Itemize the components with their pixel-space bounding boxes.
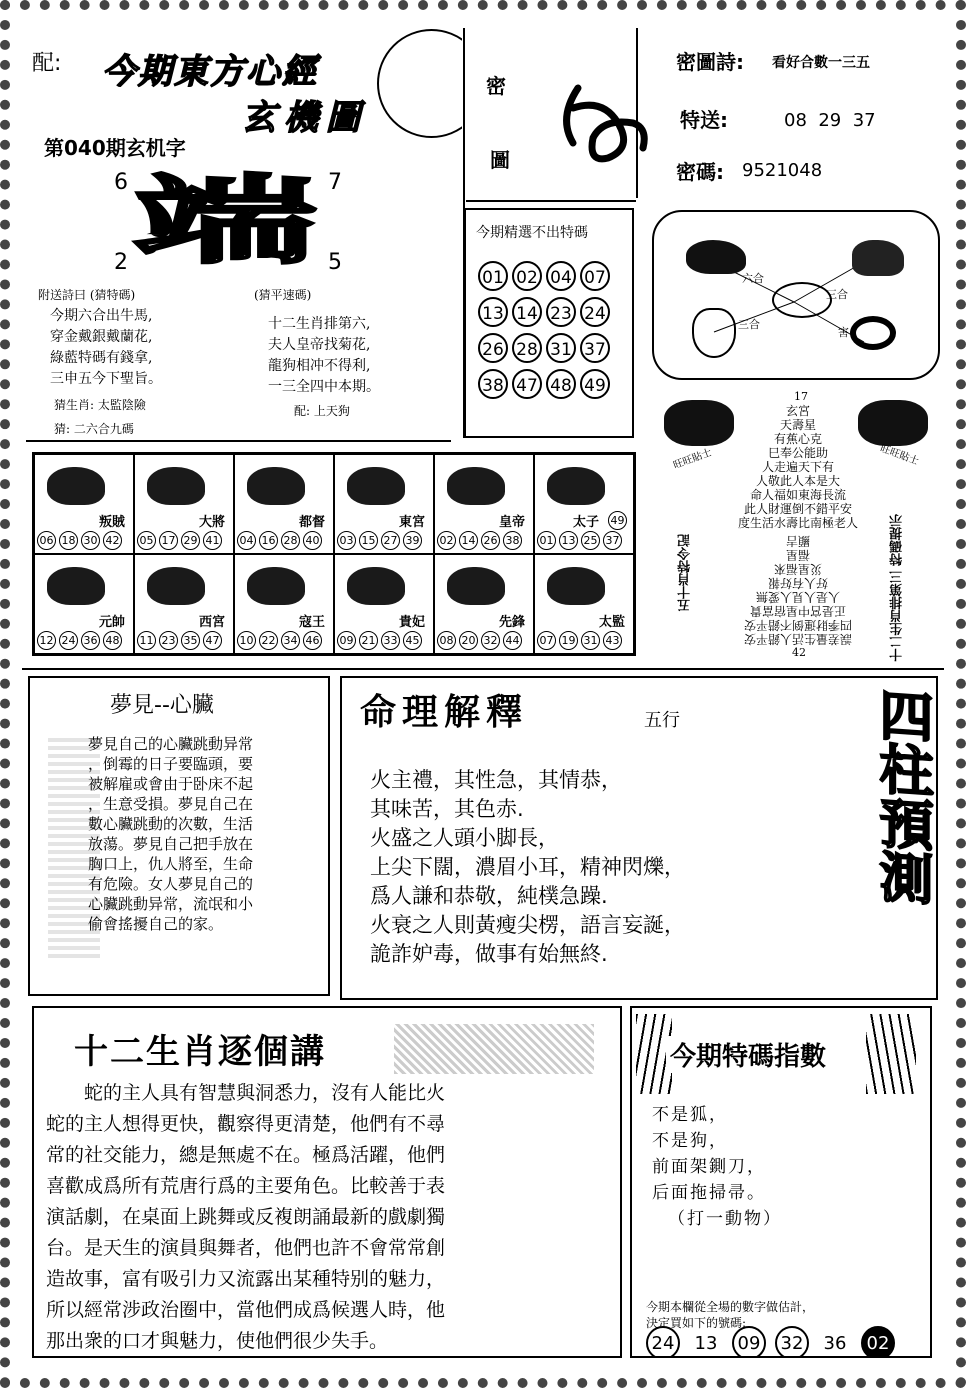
smudge-decoration	[394, 1024, 594, 1074]
picks-grid	[476, 258, 634, 402]
riddle-line: 后面拖掃帚。	[652, 1183, 766, 1203]
zodiac-animal-icon	[347, 567, 405, 605]
zodiac-numbers	[237, 629, 325, 650]
zodiac-number: 45	[403, 631, 422, 650]
talk-line: 造故事，富有吸引力又流露出某種特别的魅力，	[46, 1268, 446, 1290]
divider	[22, 668, 944, 670]
zodiac-cell	[234, 454, 334, 554]
destiny-line: 火衰之人則黃瘦尖楞，語言妄誕，	[370, 913, 685, 937]
zodiac-number: 13	[559, 531, 578, 550]
heart-line: 有蕉心克	[773, 432, 822, 446]
zodiac-animal-icon	[447, 467, 505, 505]
zodiac-numbers	[137, 629, 225, 650]
zodiac-number: 12	[37, 631, 56, 650]
index-panel	[630, 1006, 932, 1358]
heart-left-tag: 旺旺貼士	[672, 447, 714, 472]
zodiac-number: 06	[37, 531, 56, 550]
zodiac-number: 34	[281, 631, 300, 650]
relation-hai: 害	[838, 326, 849, 339]
secret-poem-text: 看好合數一三五	[772, 55, 870, 71]
poem-left-guess-nums: 猜: 二六合九碼	[54, 422, 134, 436]
destiny-line: 上尖下闊，濃眉小耳，精神閃爍，	[370, 855, 685, 879]
destiny-subtitle: 五行	[644, 710, 680, 731]
heart-lines	[692, 404, 904, 530]
zodiac-number: 25	[581, 531, 600, 550]
corner-num-tr: 7	[328, 170, 342, 195]
pick-ball: 26	[478, 333, 508, 363]
zodiac-cell	[334, 554, 434, 654]
zodiac-extra-number: 49	[608, 511, 627, 530]
dream-line: 胸口上，仇人將至，生命	[88, 855, 254, 873]
zodiac-number: 26	[481, 531, 500, 550]
mystery-char: 端	[134, 165, 317, 277]
pick-ball: 02	[512, 261, 542, 291]
destiny-line: 火主禮，其性急，其情恭，	[370, 768, 622, 792]
dream-line: 偷會搖擾自己的家。	[88, 915, 224, 933]
divider	[26, 440, 451, 442]
zodiac-name: 先鋒	[498, 615, 525, 630]
zodiac-number: 47	[203, 631, 222, 650]
zodiac-numbers	[337, 629, 425, 650]
zodiac-cell	[434, 554, 534, 654]
talk-line: 所以經常涉政治圈中，當他們成爲候選人時，他	[46, 1299, 446, 1321]
destiny-title: 命理解釋	[360, 692, 529, 733]
pick-ball: 07	[580, 261, 610, 291]
dream-title: 夢見--心臟	[110, 693, 214, 718]
zodiac-number: 41	[203, 531, 222, 550]
pick-ball: 28	[512, 333, 542, 363]
zodiac-number: 04	[237, 531, 256, 550]
poem-left-title: 附送詩曰 (猜特碼)	[38, 288, 136, 302]
zodiac-name: 東宮	[398, 515, 425, 530]
zodiac-number: 40	[303, 531, 322, 550]
zodiac-number: 35	[181, 631, 200, 650]
zodiac-number: 42	[103, 531, 122, 550]
zodiac-cell	[534, 454, 634, 554]
zodiac-number: 21	[359, 631, 378, 650]
divider	[636, 28, 638, 198]
heart-bottom-num: 42	[792, 646, 806, 659]
destiny-lines	[370, 766, 685, 969]
zodiac-animal-icon	[247, 467, 305, 505]
pick-ball: 47	[512, 369, 542, 399]
pick-ball: 24	[580, 297, 610, 327]
header-panel	[22, 24, 462, 444]
index-number: 36	[823, 1333, 847, 1354]
destiny-line: 詭詐妒毒，做事有始無終.	[370, 942, 608, 966]
riddle-line: 不是狗，	[652, 1131, 728, 1151]
divider	[466, 200, 636, 202]
zodiac-number: 37	[603, 531, 622, 550]
zodiac-animal-icon	[347, 467, 405, 505]
zodiac-name: 皇帝	[498, 515, 525, 530]
heart-right-tag: 旺旺貼士	[878, 443, 920, 468]
zodiac-number: 22	[259, 631, 278, 650]
zodiac-name: 太監	[598, 615, 625, 630]
poem-right-title: (猜平速碼)	[254, 288, 312, 302]
talk-line: 演話劇，在桌面上跳舞或反複朗誦最新的戲劇獨	[46, 1206, 446, 1228]
side-text: 特碼提示	[890, 514, 905, 566]
poem-line: 一三全四中本期。	[268, 379, 380, 395]
pick-ball: 37	[580, 333, 610, 363]
corner-num-bl: 2	[114, 250, 128, 275]
snake-icon	[850, 316, 896, 350]
zodiac-cell	[334, 454, 434, 554]
poem-line: 龍狗相冲不得利,	[268, 358, 371, 374]
zodiac-number: 33	[381, 631, 400, 650]
heart-line: 此人財運倒不錯平安	[743, 502, 852, 516]
zodiac-numbers	[437, 529, 525, 550]
zodiac-grid	[32, 452, 636, 656]
corner-num-br: 5	[328, 250, 342, 275]
heart-inverted-line: 人是人見人愛無	[756, 590, 841, 604]
zodiac-numbers	[537, 629, 625, 650]
poem-line: 夫人皇帝找菊花,	[268, 337, 371, 353]
picks-panel	[464, 208, 634, 438]
secret-char-bottom: 圖	[490, 148, 510, 172]
dream-line: ，倒霉的日子要臨頭，要	[88, 755, 254, 773]
talk-line: 那出衆的口才與魅力，使他們很少失手。	[46, 1330, 389, 1352]
zodiac-number: 23	[159, 631, 178, 650]
poem-right-pei: 配: 上天狗	[294, 404, 350, 418]
riddle-line: 不是狐，	[652, 1105, 728, 1125]
pig-icon	[772, 282, 832, 318]
zodiac-animal-icon	[547, 567, 605, 605]
side-text: 記	[678, 534, 693, 547]
index-note-1: 今期本欄從全場的數字做估計，	[646, 1300, 815, 1314]
zodiac-name: 大將	[198, 515, 225, 530]
zodiac-number: 14	[459, 531, 478, 550]
secret-char-top: 密	[486, 74, 506, 98]
heart-line: 度生活水壽比南極老人	[737, 516, 858, 530]
heart-line: 人走遍天下有	[761, 460, 834, 474]
zodiac-number: 43	[603, 631, 622, 650]
zodiac-name: 叛賊	[98, 515, 125, 530]
side-text: 五十肖特	[678, 560, 693, 612]
talk-line: 蛇的主人具有智慧與洞悉力，沒有人能比火	[46, 1082, 446, 1104]
dream-line: 被解雇或會由于卧床不起	[88, 775, 254, 793]
heart-inverted-line: 災星福來	[774, 562, 823, 576]
zodiac-number: 15	[359, 531, 378, 550]
heart-inverted-line: 顯吉	[786, 534, 811, 548]
talk-line: 喜歡成爲所有荒唐行爲的主要角色。比較善于表	[46, 1175, 446, 1197]
destiny-line: 火盛之人頭小脚長，	[370, 826, 559, 850]
destiny-line: 爲人謙和恭敬，純樸急躁.	[370, 884, 608, 908]
code-value: 9521048	[742, 160, 823, 181]
dream-line: 夢見自己的心臟跳動异常	[88, 735, 254, 753]
heart-inverted-line: 好人有好報	[768, 576, 829, 590]
zodiac-numbers	[237, 529, 325, 550]
heart-inverted-line: 正是宮中星宿富貴	[750, 604, 847, 618]
pick-ball: 14	[512, 297, 542, 327]
dream-line: 放蕩。夢見自己把手放在	[88, 835, 254, 853]
heart-line: 人敬此人本是大	[755, 474, 840, 488]
poem-line: 綠藍特碼有錢拿,	[50, 350, 153, 366]
pick-ball: 38	[478, 369, 508, 399]
rabbit-icon	[692, 308, 736, 358]
pick-ball: 01	[478, 261, 508, 291]
index-number: 32	[775, 1326, 809, 1358]
zodiac-number: 30	[81, 531, 100, 550]
dream-line: ，生意受損。夢見自己在	[88, 795, 254, 813]
dream-line: 數心臟跳動的次數，生活	[88, 815, 254, 833]
zodiac-number: 10	[237, 631, 256, 650]
zodiac-number: 19	[559, 631, 578, 650]
zodiac-animal-icon	[47, 567, 105, 605]
heart-side-left	[676, 534, 695, 612]
zodiac-name: 都督	[298, 515, 325, 530]
zodiac-number: 03	[337, 531, 356, 550]
zodiac-number: 16	[259, 531, 278, 550]
pick-ball: 23	[546, 297, 576, 327]
goat-icon	[852, 240, 904, 276]
zodiac-numbers	[537, 529, 625, 550]
index-number: 24	[646, 1326, 680, 1358]
zodiac-cell	[134, 454, 234, 554]
zodiac-number: 08	[437, 631, 456, 650]
relation-liuhe: 六合	[742, 272, 764, 285]
destiny-line: 其味苦，其色赤.	[370, 797, 524, 821]
zodiac-number: 07	[537, 631, 556, 650]
zodiac-number: 20	[459, 631, 478, 650]
zodiac-numbers	[37, 629, 125, 650]
heart-top-num: 17	[794, 390, 808, 403]
zodiac-name: 貴妃	[398, 615, 425, 630]
poem-line: 穿金戴銀戴蘭花,	[50, 329, 153, 345]
special-label: 特送:	[680, 108, 728, 132]
code-label: 密碼:	[676, 160, 724, 184]
zodiac-number: 27	[381, 531, 400, 550]
zodiac-number: 32	[481, 631, 500, 650]
heart-inverted-line: 福星	[786, 548, 811, 562]
talk-line: 蛇的主人想得更快，觀察得更清楚，他們有不尋	[46, 1113, 446, 1135]
heart-line: 命人福如東海長流	[749, 488, 846, 502]
special-nums: 08 29 37	[784, 110, 876, 131]
side-text: 令	[678, 547, 693, 560]
zodiac-name: 寇王	[298, 615, 325, 630]
zodiac-cell	[34, 454, 134, 554]
heart-panel	[652, 384, 944, 666]
pick-ball: 31	[546, 333, 576, 363]
brand-title: 今期東方心經	[102, 52, 318, 92]
zodiac-cell	[34, 554, 134, 654]
zodiac-animal-icon	[147, 567, 205, 605]
dream-panel	[28, 676, 330, 996]
pick-ball: 04	[546, 261, 576, 291]
zodiac-number: 28	[281, 531, 300, 550]
grass-right-icon	[866, 1014, 916, 1094]
zodiac-number: 24	[59, 631, 78, 650]
zodiac-number: 39	[403, 531, 422, 550]
zodiac-number: 01	[537, 531, 556, 550]
index-title: 今期特碼指數	[666, 1036, 830, 1073]
heart-inverted-lines	[712, 534, 884, 646]
issue-title: 第040期玄机字	[44, 136, 186, 160]
dream-line: 有危險。女人夢見自己的	[88, 875, 254, 893]
riddle-line: （打一動物）	[668, 1209, 782, 1229]
zodiac-number: 09	[337, 631, 356, 650]
header-circle	[377, 29, 462, 138]
pick-ball: 13	[478, 297, 508, 327]
riddle-line: 前面架鍘刀，	[652, 1157, 766, 1177]
poem-line: 三申五今下聖旨。	[50, 371, 162, 387]
poem-left	[50, 306, 162, 390]
zodiac-animal-icon	[547, 467, 605, 505]
index-number: 09	[732, 1326, 766, 1358]
zodiac-cell	[234, 554, 334, 654]
zodiac-animal-icon	[47, 467, 105, 505]
dream-text	[88, 734, 253, 934]
zodiac-number: 36	[81, 631, 100, 650]
corner-num-tl: 6	[114, 170, 128, 195]
index-note-2: 決定買如下的號碼:	[646, 1316, 747, 1330]
zodiac-animal-icon	[247, 567, 305, 605]
brand-subtitle: 玄機圖	[242, 98, 368, 138]
heart-side-right	[888, 514, 907, 662]
poem-line: 十二生肖排第六,	[268, 316, 371, 332]
zodiac-numbers	[437, 629, 525, 650]
zodiac-number: 02	[437, 531, 456, 550]
relation-sanhe-left: 三合	[738, 318, 760, 331]
heart-inverted-line: 四季財運倒不錯平安	[744, 618, 853, 632]
zodiac-numbers	[37, 529, 125, 550]
talk-line: 常的社交能力，總是無處不在。極爲活躍，他們	[46, 1144, 446, 1166]
poem-left-guess-zodiac: 猜生肖: 太監陰險	[54, 398, 146, 412]
heart-line: 巳奉公能助	[767, 446, 828, 460]
zodiac-cell	[134, 554, 234, 654]
zodiac-animal-icon	[447, 567, 505, 605]
zodiac-number: 44	[503, 631, 522, 650]
zodiac-name: 元帥	[98, 615, 125, 630]
secret-poem-label: 密圖詩:	[676, 50, 744, 74]
relations-panel	[652, 210, 940, 380]
zodiac-numbers	[337, 529, 425, 550]
zodiac-animal-icon	[147, 467, 205, 505]
tiger-icon	[686, 240, 746, 274]
zodiac-number: 48	[103, 631, 122, 650]
zodiac-talk-text	[46, 1078, 445, 1357]
zodiac-number: 18	[59, 531, 78, 550]
index-number: 13	[694, 1333, 718, 1354]
zodiac-name: 太子	[572, 515, 599, 530]
zodiac-number: 46	[303, 631, 322, 650]
zodiac-cell	[434, 454, 534, 554]
pick-ball: 48	[546, 369, 576, 399]
zodiac-number: 29	[181, 531, 200, 550]
destiny-side-title: 四柱預測	[871, 685, 934, 907]
heart-inverted-line: 誤差量生活人錯平安	[744, 632, 853, 646]
secret-drawing	[548, 68, 658, 168]
index-numbers	[646, 1326, 904, 1358]
zodiac-talk-panel	[32, 1006, 622, 1358]
poem-right	[268, 314, 380, 398]
relation-sanhe-top: 三合	[826, 288, 848, 301]
talk-line: 台。是天生的演員與舞者，他們也許不會常常創	[46, 1237, 446, 1259]
dream-line: 心臟跳動异常，流氓和小	[88, 895, 254, 913]
picks-title: 今期精選不出特碼	[476, 225, 588, 241]
pei-label: 配:	[32, 51, 62, 76]
zodiac-number: 17	[159, 531, 178, 550]
heart-line: 玄宮	[785, 404, 810, 418]
poem-line: 今期六合出牛馬,	[50, 308, 153, 324]
zodiac-number: 31	[581, 631, 600, 650]
index-number: 02	[861, 1326, 895, 1358]
index-riddle	[652, 1102, 782, 1232]
heart-line: 天壽星	[779, 418, 816, 432]
zodiac-numbers	[137, 529, 225, 550]
zodiac-cell	[534, 554, 634, 654]
zodiac-number: 38	[503, 531, 522, 550]
destiny-panel	[340, 676, 938, 1000]
side-text: 十二生肖排第三	[890, 570, 905, 662]
zodiac-name: 西宮	[198, 615, 225, 630]
zodiac-number: 05	[137, 531, 156, 550]
zodiac-number: 11	[137, 631, 156, 650]
zodiac-talk-title: 十二生肖逐個講	[74, 1032, 326, 1072]
pick-ball: 49	[580, 369, 610, 399]
